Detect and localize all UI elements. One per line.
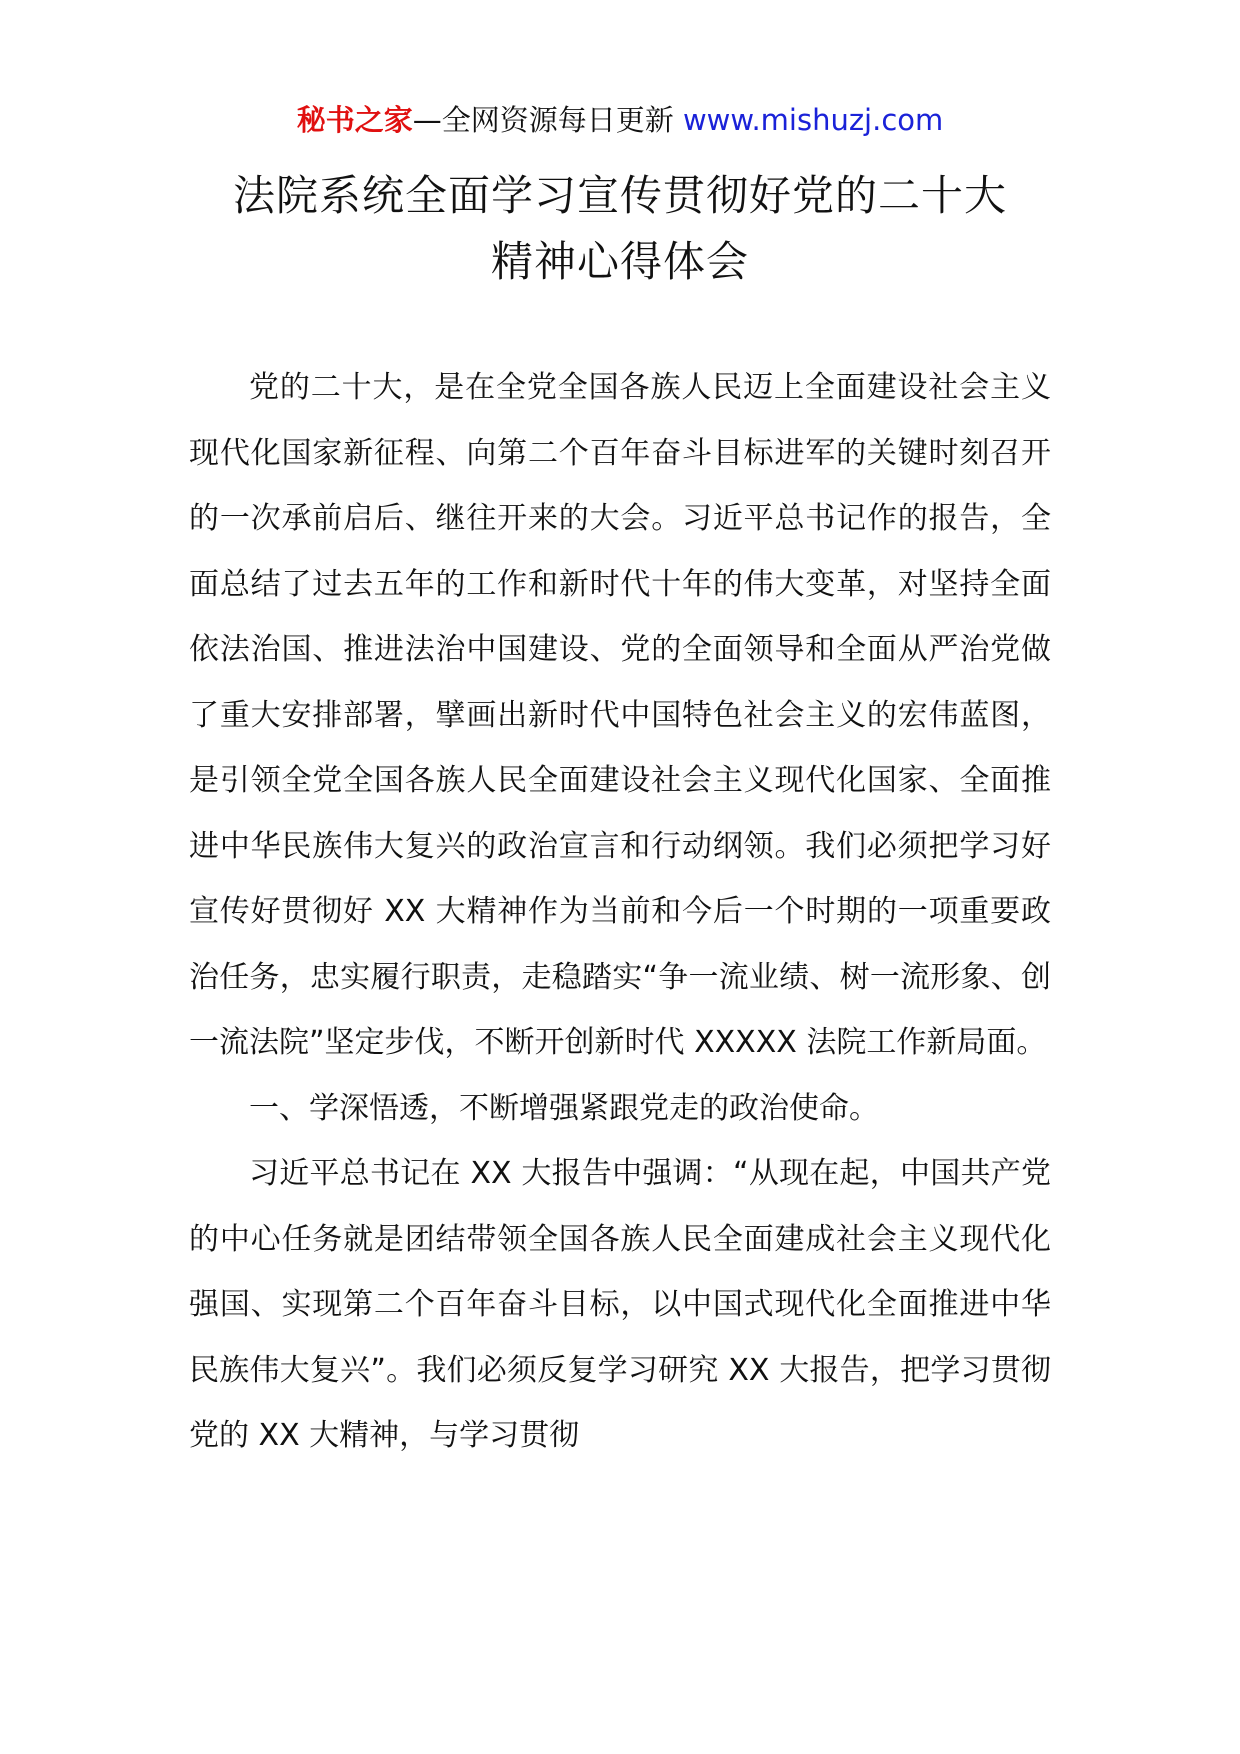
document-title-line-2: 精神心得体会 xyxy=(490,237,749,286)
site-url-link[interactable]: www.mishuzj.com xyxy=(682,103,944,137)
document-title-line-1: 法院系统全面学习宣传贯彻好党的二十大 xyxy=(232,171,1007,220)
document-title xyxy=(0,163,1240,295)
brand-name: 秘书之家 xyxy=(296,103,413,137)
section-heading-1: 一、学深悟透，不断增强紧跟党走的政治使命。 xyxy=(249,1090,879,1126)
header-tagline: —全网资源每日更新 xyxy=(412,103,683,137)
body-paragraph-intro: 党的二十大，是在全党全国各族人民迈上全面建设社会主义现代化国家新征程、向第二个百年奋斗目标进军的关键时刻召开的一次承前启后、继往开来的大会。习近平总书记作的报告，全面总结了过去五年的工作和新时代十年的伟大变革，对坚持全面依法治国、推进法治中国建设、党的全面领导和全面从严治党做了重大安排部署，擘画出新时代中国特色社会主义的宏伟蓝图，是引领全党全国各族人民全面建设社会主义现代化国家、全面推进中华民族伟大复兴的政治宣言和行动纲领。我们必须把学习好宣传好贯彻好 XX 大精神作为当前和今后一个时期的一项重要政治任务，忠实履行职责，走稳踏实“争一流业绩、树一流形象、创一流法院”坚定步伐，不断开创新时代 XXXXX 法院工作新局面。 xyxy=(189,370,1051,1060)
document-body xyxy=(189,355,1051,1469)
site-header-banner xyxy=(0,100,1240,140)
body-paragraph-section-1: 习近平总书记在 XX 大报告中强调：“从现在起，中国共产党的中心任务就是团结带领全国各族人民全面建成社会主义现代化强国、实现第二个百年奋斗目标，以中国式现代化全面推进中华民族伟大复兴”。我们必须反复学习研究 XX 大报告，把学习贯彻党的 XX 大精神，与学习贯彻 xyxy=(189,1156,1051,1453)
